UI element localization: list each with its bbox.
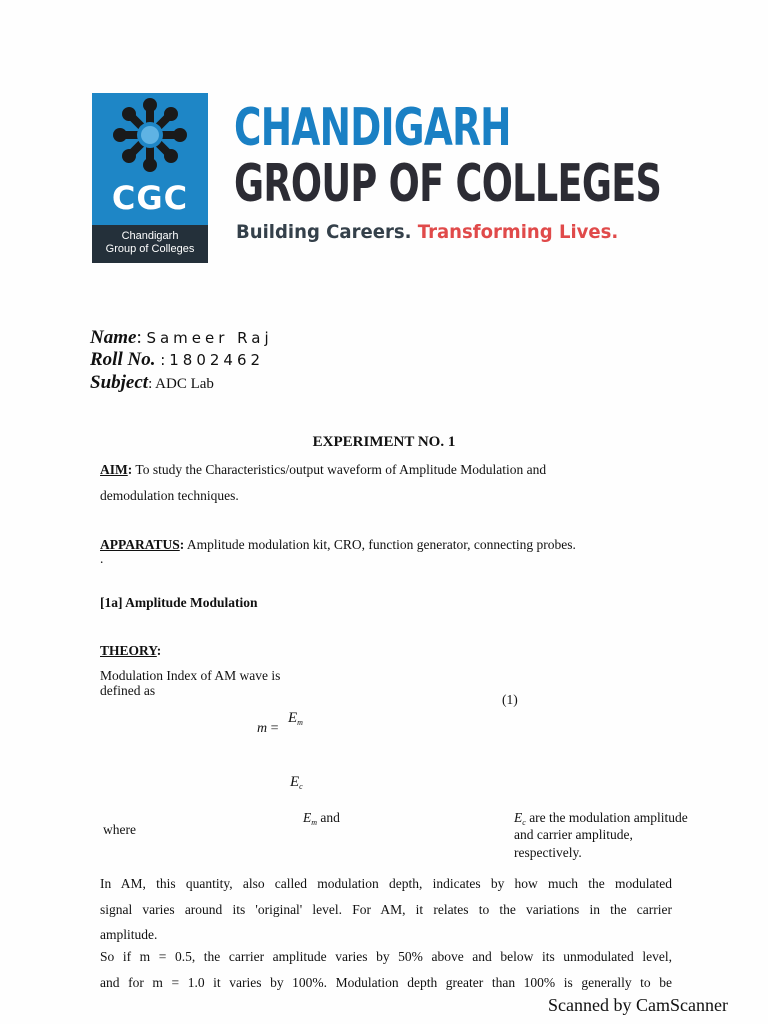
aim-line1: AIM: To study the Characteristics/output waveform of Amplitude Modulation and — [100, 462, 547, 477]
roll-label: Roll No. — [90, 349, 156, 370]
em-and — [303, 810, 340, 827]
equation-number: (1) — [502, 692, 518, 707]
ec-line1 — [514, 810, 688, 827]
apparatus-label: APPARATUS — [100, 537, 180, 552]
section-heading: [1a] Amplitude Modulation — [100, 595, 258, 610]
para1-line1: In AM, this quantity, also called modulation depth, indicates by how much the modulated — [100, 876, 672, 891]
theory-label: THEORY — [100, 643, 157, 658]
subject-label: Subject — [90, 372, 149, 393]
logo-caption-line2: Group of Colleges — [105, 243, 195, 255]
tagline-part2: Transforming Lives. — [417, 221, 619, 243]
apparatus-line: APPARATUS: Amplitude modulation kit, CRO, function generator, connecting probes. — [100, 537, 576, 552]
subject-value: ADC Lab — [155, 376, 214, 392]
theory-line2: defined as — [100, 683, 156, 698]
eq-equals: = — [270, 721, 279, 736]
eq-den-symbol: E — [290, 774, 300, 790]
logo-caption-line1: Chandigarh — [121, 230, 179, 242]
experiment-title: EXPERIMENT NO. 1 — [312, 434, 456, 450]
theory-line1: Modulation Index of AM wave is — [100, 668, 281, 683]
cluster-of-people-icon — [92, 93, 208, 183]
subject-row: Subject: ADC Lab — [90, 372, 214, 393]
name-label: Name — [90, 327, 137, 348]
stray-mark: . — [100, 551, 104, 566]
where-word: where — [103, 822, 136, 837]
para1-line2: signal varies around its 'original' level. For AM, it relates to the variations in the carrier — [100, 902, 672, 917]
roll-value: :1802462 — [160, 351, 265, 369]
ec-text2: and carrier amplitude, — [514, 827, 633, 842]
eq-num-symbol: E — [288, 710, 298, 726]
brand-name-line1: CHANDIGARH — [234, 98, 511, 158]
aim-label: AIM — [100, 462, 128, 477]
em-and-word: and — [320, 810, 340, 825]
student-name-row: Name: Sameer Raj — [90, 327, 273, 348]
em-symbol: E — [303, 810, 312, 825]
ec-text3: respectively. — [514, 845, 582, 860]
equation-lhs — [257, 721, 279, 737]
name-value: Sameer Raj — [146, 329, 273, 347]
scanner-watermark: Scanned by CamScanner — [548, 995, 728, 1015]
eq-m: m — [257, 721, 268, 736]
equation-numerator — [288, 710, 303, 727]
apparatus-text: Amplitude modulation kit, CRO, function generator, connecting probes. — [186, 537, 576, 552]
college-logo — [92, 93, 208, 263]
logo-caption — [92, 225, 208, 263]
roll-number-row — [90, 349, 264, 371]
tagline-part1: Building Careers. — [236, 221, 412, 243]
aim-text-line1: To study the Characteristics/output waveform of Amplitude Modulation and — [135, 462, 547, 477]
brand-name-line2: GROUP OF COLLEGES — [234, 154, 662, 214]
ec-sub: c — [522, 818, 526, 827]
logo-emblem-panel — [92, 93, 208, 225]
theory-heading: THEORY: — [100, 643, 162, 658]
brand-tagline — [236, 221, 618, 243]
para2-line2: and for m = 1.0 it varies by 100%. Modulation depth greater than 100% is generally to be — [100, 975, 672, 990]
ec-text1: are the modulation amplitude — [529, 810, 688, 825]
eq-den-sub: c — [299, 782, 303, 791]
para2-line1: So if m = 0.5, the carrier amplitude varies by 50% above and below its unmodulated level, — [100, 949, 672, 964]
em-sub: m — [311, 818, 318, 827]
eq-num-sub: m — [297, 718, 303, 727]
ec-symbol: E — [514, 810, 523, 825]
para1-line3: amplitude. — [100, 927, 158, 942]
equation-denominator — [290, 774, 303, 791]
aim-text-line2: demodulation techniques. — [100, 488, 239, 503]
logo-acronym: CGC — [111, 179, 189, 217]
